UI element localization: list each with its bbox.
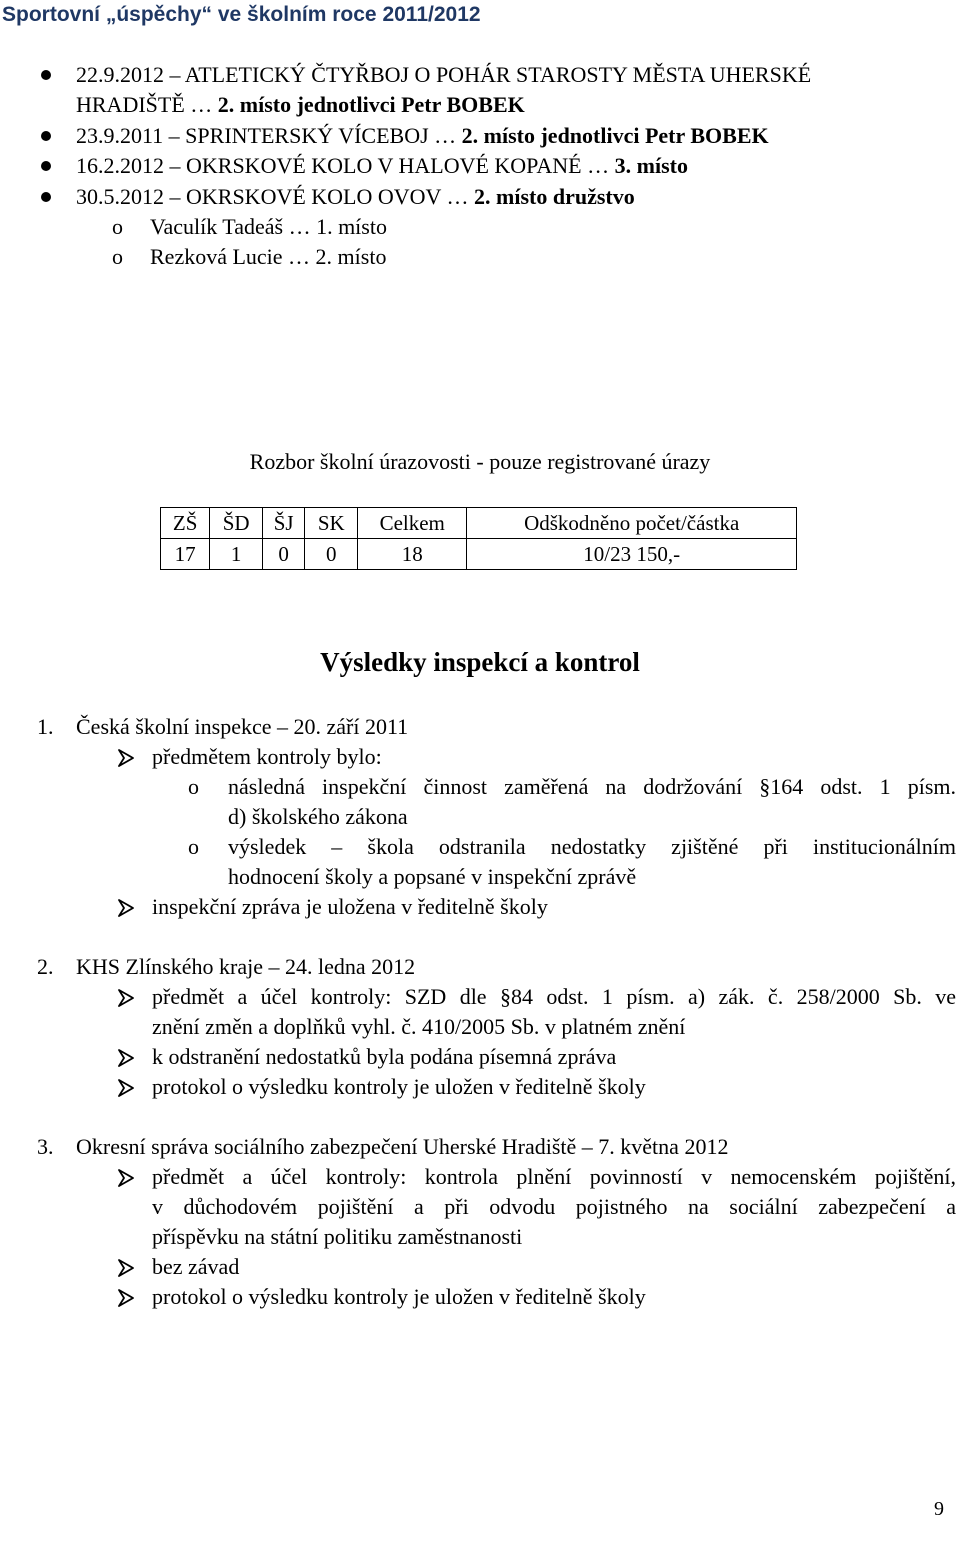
table-header-cell: ZŠ xyxy=(161,508,210,539)
result-item: 30.5.2012 – OKRSKOVÉ KOLO OVOV … 2. místo družstvo xyxy=(76,184,635,209)
inspection-item: protokol o výsledku kontroly je uložen v ředitelně školy xyxy=(152,1284,646,1309)
circle-bullet-icon: o xyxy=(188,774,199,799)
arrow-bullet-icon xyxy=(117,989,135,1007)
inspection-item-cont: v důchodovém pojištění a při odvodu pojistného na sociální zabezpečení a xyxy=(152,1194,956,1219)
arrow-bullet-icon xyxy=(117,1079,135,1097)
table-cell: 1 xyxy=(210,539,263,570)
inspection-title: Česká školní inspekce – 20. září 2011 xyxy=(76,714,409,739)
inspections-heading: Výsledky inspekcí a kontrol xyxy=(320,647,640,677)
inspection-item: předmět a účel kontroly: kontrola plnění povinností v nemocenském pojištění, xyxy=(152,1164,956,1189)
bullet-icon xyxy=(41,131,51,141)
arrow-bullet-icon xyxy=(117,1169,135,1187)
bullet-icon xyxy=(41,70,51,80)
table-header-cell: SK xyxy=(305,508,358,539)
result-item-cont: HRADIŠTĚ … 2. místo jednotlivci Petr BOBEK xyxy=(76,92,525,117)
result-item: 23.9.2011 – SPRINTERSKÝ VÍCEBOJ … 2. místo jednotlivci Petr BOBEK xyxy=(76,123,769,148)
arrow-bullet-icon xyxy=(117,1049,135,1067)
page-number: 9 xyxy=(934,1498,944,1520)
section-title: Sportovní „úspěchy“ ve školním roce 2011/2012 xyxy=(2,3,481,26)
inspection-item: předmět a účel kontroly: SZD dle §84 odst. 1 písm. a) zák. č. 258/2000 Sb. ve xyxy=(152,984,956,1009)
injury-heading: Rozbor školní úrazovosti - pouze registrované úrazy xyxy=(249,449,711,474)
table-header-cell: ŠJ xyxy=(262,508,304,539)
table-cell: 18 xyxy=(358,539,467,570)
inspection-number: 3. xyxy=(37,1134,54,1159)
table-header-row xyxy=(161,508,797,539)
result-item: 16.2.2012 – OKRSKOVÉ KOLO V HALOVÉ KOPANÉ … 3. místo xyxy=(76,153,688,178)
inspection-item: bez závad xyxy=(152,1254,240,1279)
inspection-title: Okresní správa sociálního zabezpečení Uherské Hradiště – 7. května 2012 xyxy=(76,1134,729,1159)
inspection-item: k odstranění nedostatků byla podána písemná zpráva xyxy=(152,1044,617,1069)
table-header-cell: Celkem xyxy=(358,508,467,539)
table-cell: 0 xyxy=(262,539,304,570)
inspection-item-cont: znění změn a doplňků vyhl. č. 410/2005 Sb. v platném znění xyxy=(152,1014,686,1039)
inspection-subitem: výsledek – škola odstranila nedostatky zjištěné při institucionálním xyxy=(228,834,956,859)
arrow-bullet-icon xyxy=(117,749,135,767)
bullet-icon xyxy=(41,192,51,202)
inspection-title: KHS Zlínského kraje – 24. ledna 2012 xyxy=(76,954,416,979)
table-row xyxy=(161,539,797,570)
arrow-bullet-icon xyxy=(117,1259,135,1277)
inspection-subitem-cont: hodnocení školy a popsané v inspekční zprávě xyxy=(228,864,637,889)
table-cell: 10/23 150,- xyxy=(467,539,797,570)
arrow-bullet-icon xyxy=(117,1289,135,1307)
circle-bullet-icon: o xyxy=(112,214,123,239)
inspection-item-cont: příspěvku na státní politiku zaměstnanosti xyxy=(152,1224,523,1249)
table-header-cell: Odškodněno počet/částka xyxy=(467,508,797,539)
arrow-bullet-icon xyxy=(117,899,135,917)
result-item: 22.9.2012 – ATLETICKÝ ČTYŘBOJ O POHÁR STAROSTY MĚSTA UHERSKÉ xyxy=(76,62,812,87)
inspection-item: inspekční zpráva je uložena v ředitelně školy xyxy=(152,894,548,919)
table-cell: 17 xyxy=(161,539,210,570)
inspection-number: 1. xyxy=(37,714,54,739)
injury-table xyxy=(160,507,797,570)
circle-bullet-icon: o xyxy=(188,834,199,859)
inspection-item: předmětem kontroly bylo: xyxy=(152,744,382,769)
inspection-subitem-cont: d) školského zákona xyxy=(228,804,408,829)
table-header-cell: ŠD xyxy=(210,508,263,539)
inspection-number: 2. xyxy=(37,954,54,979)
inspection-item: protokol o výsledku kontroly je uložen v ředitelně školy xyxy=(152,1074,646,1099)
table-cell: 0 xyxy=(305,539,358,570)
sub-result-item: Rezková Lucie … 2. místo xyxy=(150,244,387,269)
inspection-subitem: následná inspekční činnost zaměřená na dodržování §164 odst. 1 písm. xyxy=(228,774,956,799)
bullet-icon xyxy=(41,161,51,171)
sub-result-item: Vaculík Tadeáš … 1. místo xyxy=(150,214,387,239)
circle-bullet-icon: o xyxy=(112,244,123,269)
